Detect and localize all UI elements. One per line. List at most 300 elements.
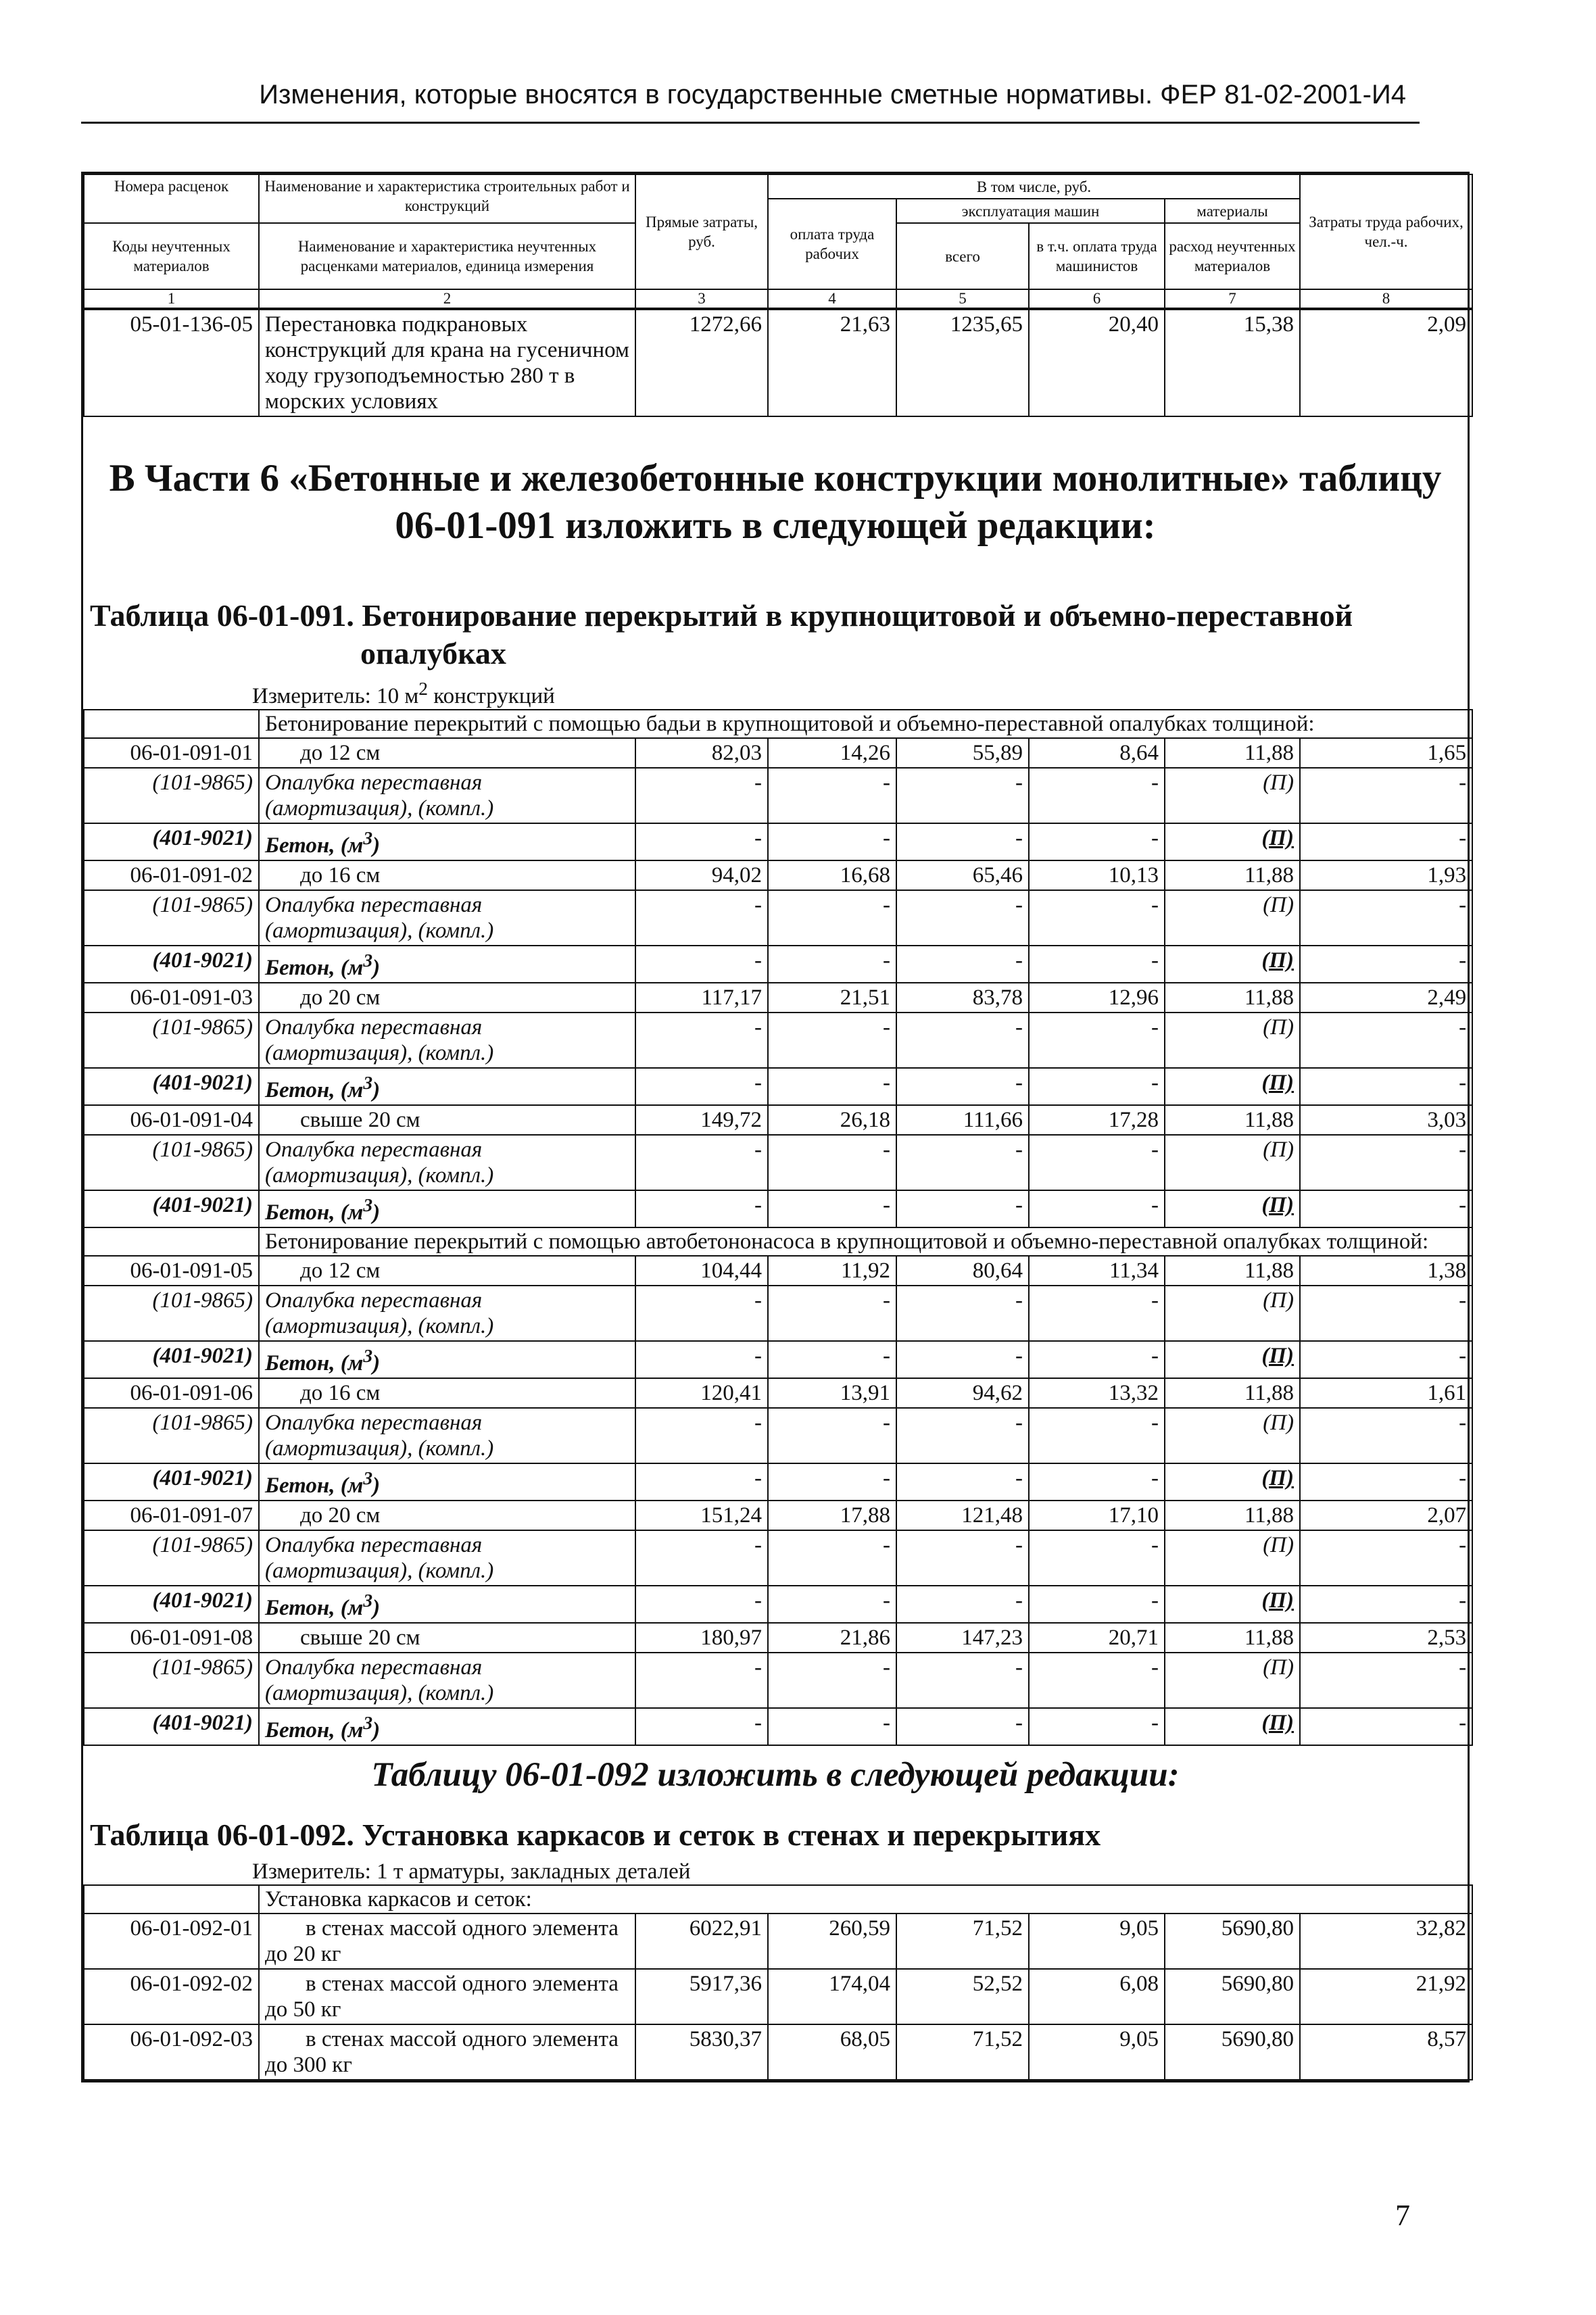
rate-code: 06-01-092-02	[84, 1969, 259, 2024]
value-cell: 11,88	[1165, 860, 1300, 890]
dash-cell: -	[1029, 1341, 1165, 1378]
first-rate-table	[83, 309, 1473, 417]
col-number: 1	[84, 289, 259, 308]
value-cell: 17,28	[1029, 1105, 1165, 1135]
value-cell: 20,71	[1029, 1623, 1165, 1653]
dash-cell: -	[768, 1408, 896, 1463]
dash-cell: -	[768, 1068, 896, 1105]
value-cell: 71,52	[896, 2024, 1029, 2080]
dash-cell: -	[1300, 1135, 1472, 1190]
material-name-close: )	[372, 1473, 381, 1498]
material-row	[84, 1135, 1472, 1190]
dash-cell: -	[1029, 1530, 1165, 1586]
col-number: 5	[896, 289, 1029, 308]
col-header-works: Наименование и характеристика строительных работ и конструкций	[259, 174, 635, 223]
value-cell: 147,23	[896, 1623, 1029, 1653]
value-cell: 8,64	[1029, 738, 1165, 768]
table-row	[84, 2024, 1472, 2080]
value-cell: 2,09	[1300, 310, 1472, 416]
table-header	[83, 174, 1473, 309]
material-name-line2: (амортизация), (компл.)	[265, 919, 494, 943]
dash-cell: -	[1300, 1653, 1472, 1708]
rate-name: в стенах массой одного элемента до 20 кг	[259, 1914, 635, 1969]
dash-cell: -	[1300, 946, 1472, 983]
material-row	[84, 1013, 1472, 1068]
rate-code: 06-01-092-01	[84, 1914, 259, 1969]
table-row	[84, 1256, 1472, 1286]
p-mark: (П)	[1165, 1286, 1300, 1341]
rate-code: 06-01-091-03	[84, 983, 259, 1013]
dash-cell: -	[635, 1653, 768, 1708]
table-row	[84, 310, 1472, 416]
material-unit-sup: 3	[363, 1467, 373, 1488]
part-heading: В Части 6 «Бетонные и железобетонные конструкции монолитные» таблицу 06-01-091 изложить в следующей редакции:	[109, 457, 1442, 547]
rate-code: 06-01-091-04	[84, 1105, 259, 1135]
dash-cell: -	[635, 1341, 768, 1378]
table-title-line2: опалубках	[360, 636, 506, 671]
dash-cell: -	[896, 1530, 1029, 1586]
p-mark: (П)	[1165, 823, 1300, 860]
value-cell: 180,97	[635, 1623, 768, 1653]
p-mark: (П)	[1165, 1463, 1300, 1501]
header-rule	[81, 122, 1420, 124]
material-name-line1: Опалубка переставная	[265, 1015, 483, 1040]
dash-cell: -	[635, 890, 768, 946]
value-cell: 1,65	[1300, 738, 1472, 768]
value-cell: 174,04	[768, 1969, 896, 2024]
material-unit-sup: 3	[363, 950, 373, 971]
material-name-text: Бетон, (м	[265, 956, 364, 980]
material-code: (101-9865)	[84, 1013, 259, 1068]
table-092-heading: Таблицу 06-01-092 изложить в следующей редакции:	[371, 1756, 1180, 1794]
dash-cell: -	[1029, 1586, 1165, 1623]
section-row	[84, 1885, 1472, 1914]
material-row	[84, 1708, 1472, 1745]
value-cell: 1235,65	[896, 310, 1029, 416]
value-cell: 6022,91	[635, 1914, 768, 1969]
material-code: (101-9865)	[84, 768, 259, 823]
dash-cell: -	[896, 946, 1029, 983]
measure-line	[83, 678, 1468, 709]
value-cell: 16,68	[768, 860, 896, 890]
value-cell: 11,88	[1165, 1105, 1300, 1135]
value-cell: 80,64	[896, 1256, 1029, 1286]
table-row	[84, 1623, 1472, 1653]
material-name	[259, 1530, 635, 1586]
col-header-incl: В том числе, руб.	[768, 174, 1300, 199]
material-name-text: Бетон, (м	[265, 1351, 364, 1375]
dash-cell: -	[635, 1068, 768, 1105]
dash-cell: -	[1300, 1286, 1472, 1341]
value-cell: 14,26	[768, 738, 896, 768]
value-cell: 32,82	[1300, 1914, 1472, 1969]
material-name-line2: (амортизация), (компл.)	[265, 1436, 494, 1461]
dash-cell: -	[1029, 1286, 1165, 1341]
value-cell: 11,88	[1165, 983, 1300, 1013]
dash-cell: -	[635, 1408, 768, 1463]
value-cell: 2,07	[1300, 1501, 1472, 1530]
dash-cell: -	[1300, 1530, 1472, 1586]
dash-cell: -	[896, 1013, 1029, 1068]
dash-cell: -	[896, 1586, 1029, 1623]
dash-cell: -	[896, 1286, 1029, 1341]
table-row	[84, 1378, 1472, 1408]
material-name-line1: Опалубка переставная	[265, 1533, 483, 1557]
material-unit-sup: 3	[363, 1194, 373, 1215]
material-row	[84, 1286, 1472, 1341]
value-cell: 1272,66	[635, 310, 768, 416]
rate-name: до 16 см	[259, 860, 635, 890]
rate-name: свыше 20 см	[259, 1105, 635, 1135]
material-name	[259, 1708, 635, 1745]
table-06-01-092	[83, 1884, 1473, 2080]
dash-cell: -	[1029, 1408, 1165, 1463]
dash-cell: -	[635, 1530, 768, 1586]
material-row	[84, 1408, 1472, 1463]
dash-cell: -	[768, 1708, 896, 1745]
material-code: (401-9021)	[84, 946, 259, 983]
material-unit-sup: 3	[363, 1712, 373, 1733]
material-code: (401-9021)	[84, 1586, 259, 1623]
value-cell: 13,32	[1029, 1378, 1165, 1408]
table-title	[83, 570, 1468, 678]
table-092-measure: Измеритель: 1 т арматуры, закладных деталей	[252, 1859, 691, 1884]
material-name-close: )	[372, 1718, 381, 1743]
material-name	[259, 1586, 635, 1623]
material-name-line1: Опалубка переставная	[265, 893, 483, 917]
value-cell: 21,92	[1300, 1969, 1472, 2024]
material-name-text: Бетон, (м	[265, 1596, 364, 1620]
value-cell: 21,86	[768, 1623, 896, 1653]
value-cell: 52,52	[896, 1969, 1029, 2024]
col-number: 8	[1300, 289, 1472, 308]
p-mark: (П)	[1165, 768, 1300, 823]
material-name-line1: Опалубка переставная	[265, 1411, 483, 1435]
material-name	[259, 1286, 635, 1341]
norms-table-frame	[81, 172, 1470, 2082]
value-cell: 117,17	[635, 983, 768, 1013]
dash-cell: -	[768, 1341, 896, 1378]
rate-name: до 12 см	[259, 738, 635, 768]
value-cell: 21,51	[768, 983, 896, 1013]
dash-cell: -	[896, 1653, 1029, 1708]
rate-code: 06-01-091-06	[84, 1378, 259, 1408]
value-cell: 5917,36	[635, 1969, 768, 2024]
value-cell: 10,13	[1029, 860, 1165, 890]
rate-name: в стенах массой одного элемента до 300 кг	[259, 2024, 635, 2080]
material-code: (101-9865)	[84, 1408, 259, 1463]
dash-cell: -	[635, 1586, 768, 1623]
dash-cell: -	[896, 890, 1029, 946]
col-header-codes: Коды неучтенных материалов	[84, 223, 259, 289]
value-cell: 12,96	[1029, 983, 1165, 1013]
measure-sup: 2	[418, 678, 428, 699]
dash-cell: -	[1029, 890, 1165, 946]
p-mark: (П)	[1165, 1653, 1300, 1708]
p-mark: (П)	[1165, 946, 1300, 983]
material-name-line2: (амортизация), (компл.)	[265, 1041, 494, 1065]
dash-cell: -	[768, 768, 896, 823]
p-mark: (П)	[1165, 1190, 1300, 1227]
p-mark: (П)	[1165, 1068, 1300, 1105]
col-number: 3	[635, 289, 768, 308]
material-name-text: Бетон, (м	[265, 833, 364, 858]
p-mark: (П)	[1165, 1708, 1300, 1745]
dash-cell: -	[635, 1135, 768, 1190]
value-cell: 6,08	[1029, 1969, 1165, 2024]
material-row	[84, 1463, 1472, 1501]
table-row	[84, 983, 1472, 1013]
section-heading: Бетонирование перекрытий с помощью бадьи в крупнощитовой и объемно-переставной опалубках толщиной:	[259, 710, 1472, 738]
value-cell: 17,88	[768, 1501, 896, 1530]
dash-cell: -	[896, 1135, 1029, 1190]
dash-cell: -	[1029, 1708, 1165, 1745]
rate-code: 06-01-091-08	[84, 1623, 259, 1653]
p-mark: (П)	[1165, 1586, 1300, 1623]
col-header-materials-name: Наименование и характеристика неучтенных расценками материалов, единица измерения	[259, 223, 635, 289]
value-cell: 2,49	[1300, 983, 1472, 1013]
material-name	[259, 946, 635, 983]
value-cell: 5690,80	[1165, 1914, 1300, 1969]
value-cell: 151,24	[635, 1501, 768, 1530]
material-name	[259, 1408, 635, 1463]
value-cell: 11,88	[1165, 1623, 1300, 1653]
rate-name: Перестановка подкрановых конструкций для крана на гусеничном ходу грузоподъемностью 280 т в морских условиях	[259, 310, 635, 416]
rate-name: до 20 см	[259, 983, 635, 1013]
value-cell: 149,72	[635, 1105, 768, 1135]
value-cell: 111,66	[896, 1105, 1029, 1135]
dash-cell: -	[896, 1463, 1029, 1501]
dash-cell: -	[635, 1286, 768, 1341]
value-cell: 94,02	[635, 860, 768, 890]
column-numbers-row	[84, 289, 1472, 308]
rate-code: 05-01-136-05	[84, 310, 259, 416]
value-cell: 21,63	[768, 310, 896, 416]
dash-cell: -	[1300, 1013, 1472, 1068]
value-cell: 1,93	[1300, 860, 1472, 890]
value-cell: 55,89	[896, 738, 1029, 768]
dash-cell: -	[768, 890, 896, 946]
dash-cell: -	[768, 1190, 896, 1227]
rate-name: до 16 см	[259, 1378, 635, 1408]
material-name-line1: Опалубка переставная	[265, 771, 483, 795]
p-mark: (П)	[1165, 1135, 1300, 1190]
dash-cell: -	[1300, 823, 1472, 860]
value-cell: 26,18	[768, 1105, 896, 1135]
table-row	[84, 1914, 1472, 1969]
col-header-operators-wage: в т.ч. оплата труда машинистов	[1029, 223, 1165, 289]
material-unit-sup: 3	[363, 827, 373, 848]
p-mark: (П)	[1165, 1530, 1300, 1586]
material-unit-sup: 3	[363, 1072, 373, 1093]
value-cell: 17,10	[1029, 1501, 1165, 1530]
material-code: (101-9865)	[84, 1135, 259, 1190]
table-row	[84, 1969, 1472, 2024]
material-name	[259, 890, 635, 946]
material-row	[84, 1068, 1472, 1105]
material-code: (401-9021)	[84, 823, 259, 860]
dash-cell: -	[896, 1068, 1029, 1105]
dash-cell: -	[768, 1653, 896, 1708]
material-name-line2: (амортизация), (компл.)	[265, 1681, 494, 1705]
value-cell: 120,41	[635, 1378, 768, 1408]
dash-cell: -	[768, 1530, 896, 1586]
value-cell: 15,38	[1165, 310, 1300, 416]
material-row	[84, 1530, 1472, 1586]
material-row	[84, 1190, 1472, 1227]
section-heading: Установка каркасов и сеток:	[259, 1885, 1472, 1914]
dash-cell: -	[768, 1013, 896, 1068]
material-row	[84, 1653, 1472, 1708]
dash-cell: -	[635, 768, 768, 823]
value-cell: 11,88	[1165, 1501, 1300, 1530]
material-code: (401-9021)	[84, 1068, 259, 1105]
col-header-machines: эксплуатация машин	[896, 199, 1165, 223]
dash-cell: -	[896, 1341, 1029, 1378]
dash-cell: -	[635, 946, 768, 983]
material-name-text: Бетон, (м	[265, 1718, 364, 1743]
col-header-materials-use: расход неучтенных материалов	[1165, 223, 1300, 289]
material-name	[259, 1068, 635, 1105]
col-number: 4	[768, 289, 896, 308]
dash-cell: -	[635, 1463, 768, 1501]
table-title-line1: Таблица 06-01-091. Бетонирование перекрытий в крупнощитовой и объемно-переставной	[90, 598, 1353, 633]
value-cell: 9,05	[1029, 1914, 1165, 1969]
table-row	[84, 738, 1472, 768]
value-cell: 11,88	[1165, 1256, 1300, 1286]
measure-suffix: конструкций	[427, 684, 555, 708]
dash-cell: -	[1300, 1586, 1472, 1623]
dash-cell: -	[1029, 1135, 1165, 1190]
dash-cell: -	[768, 1286, 896, 1341]
rate-code: 06-01-091-05	[84, 1256, 259, 1286]
col-header-labor: Затраты труда рабочих, чел.-ч.	[1300, 174, 1472, 289]
value-cell: 260,59	[768, 1914, 896, 1969]
value-cell: 1,38	[1300, 1256, 1472, 1286]
material-name-text: Бетон, (м	[265, 1078, 364, 1102]
rate-code: 06-01-091-07	[84, 1501, 259, 1530]
dash-cell: -	[1029, 1013, 1165, 1068]
value-cell: 65,46	[896, 860, 1029, 890]
material-name-line1: Опалубка переставная	[265, 1138, 483, 1162]
dash-cell: -	[1029, 1463, 1165, 1501]
value-cell: 20,40	[1029, 310, 1165, 416]
material-name	[259, 1463, 635, 1501]
material-unit-sup: 3	[363, 1590, 373, 1611]
material-name-text: Бетон, (м	[265, 1200, 364, 1225]
material-name	[259, 1653, 635, 1708]
dash-cell: -	[768, 1463, 896, 1501]
material-name	[259, 1013, 635, 1068]
empty-cell	[84, 1885, 259, 1914]
dash-cell: -	[896, 1708, 1029, 1745]
p-mark: (П)	[1165, 1408, 1300, 1463]
rate-code: 06-01-091-01	[84, 738, 259, 768]
table-row	[84, 860, 1472, 890]
col-number: 6	[1029, 289, 1165, 308]
value-cell: 82,03	[635, 738, 768, 768]
running-header: Изменения, которые вносятся в государственные сметные нормативы. ФЕР 81-02-2001-И4	[259, 80, 1406, 109]
dash-cell: -	[1300, 1341, 1472, 1378]
dash-cell: -	[896, 823, 1029, 860]
value-cell: 71,52	[896, 1914, 1029, 1969]
material-code: (401-9021)	[84, 1708, 259, 1745]
material-code: (101-9865)	[84, 890, 259, 946]
value-cell: 5830,37	[635, 2024, 768, 2080]
rate-code: 06-01-091-02	[84, 860, 259, 890]
dash-cell: -	[1300, 1068, 1472, 1105]
dash-cell: -	[1029, 1653, 1165, 1708]
dash-cell: -	[768, 1586, 896, 1623]
col-header-rates: Номера расценок	[84, 174, 259, 223]
value-cell: 5690,80	[1165, 1969, 1300, 2024]
material-name-close: )	[372, 1200, 381, 1225]
material-name	[259, 1341, 635, 1378]
material-row	[84, 768, 1472, 823]
value-cell: 68,05	[768, 2024, 896, 2080]
value-cell: 9,05	[1029, 2024, 1165, 2080]
value-cell: 11,34	[1029, 1256, 1165, 1286]
rate-code: 06-01-092-03	[84, 2024, 259, 2080]
dash-cell: -	[768, 1135, 896, 1190]
value-cell: 83,78	[896, 983, 1029, 1013]
section-row	[84, 1227, 1472, 1256]
material-name-line1: Опалубка переставная	[265, 1288, 483, 1313]
material-row	[84, 890, 1472, 946]
table-06-01-091	[83, 709, 1473, 1746]
dash-cell: -	[896, 1408, 1029, 1463]
material-row	[84, 1341, 1472, 1378]
value-cell: 11,88	[1165, 1378, 1300, 1408]
material-name-close: )	[372, 1351, 381, 1375]
dash-cell: -	[1029, 768, 1165, 823]
col-header-materials: материалы	[1165, 199, 1300, 223]
value-cell: 121,48	[896, 1501, 1029, 1530]
material-code: (401-9021)	[84, 1190, 259, 1227]
dash-cell: -	[1300, 1408, 1472, 1463]
page-number: 7	[1395, 2199, 1410, 2232]
dash-cell: -	[768, 823, 896, 860]
value-cell: 104,44	[635, 1256, 768, 1286]
dash-cell: -	[1300, 1708, 1472, 1745]
dash-cell: -	[1029, 823, 1165, 860]
rate-name: в стенах массой одного элемента до 50 кг	[259, 1969, 635, 2024]
material-row	[84, 823, 1472, 860]
dash-cell: -	[1029, 1190, 1165, 1227]
dash-cell: -	[768, 946, 896, 983]
value-cell: 11,88	[1165, 738, 1300, 768]
table-row	[84, 1105, 1472, 1135]
material-name-line2: (амортизация), (компл.)	[265, 1314, 494, 1338]
material-code: (401-9021)	[84, 1463, 259, 1501]
value-cell: 3,03	[1300, 1105, 1472, 1135]
col-header-wage: оплата труда рабочих	[768, 199, 896, 289]
p-mark: (П)	[1165, 1341, 1300, 1378]
material-name	[259, 823, 635, 860]
col-header-direct-costs: Прямые затраты, руб.	[635, 174, 768, 289]
material-name-line1: Опалубка переставная	[265, 1655, 483, 1680]
rate-name: до 12 см	[259, 1256, 635, 1286]
dash-cell: -	[635, 1190, 768, 1227]
dash-cell: -	[896, 768, 1029, 823]
material-code: (101-9865)	[84, 1286, 259, 1341]
dash-cell: -	[635, 1013, 768, 1068]
dash-cell: -	[635, 1708, 768, 1745]
material-code: (101-9865)	[84, 1653, 259, 1708]
value-cell: 13,91	[768, 1378, 896, 1408]
section-row	[84, 710, 1472, 738]
empty-cell	[84, 710, 259, 738]
